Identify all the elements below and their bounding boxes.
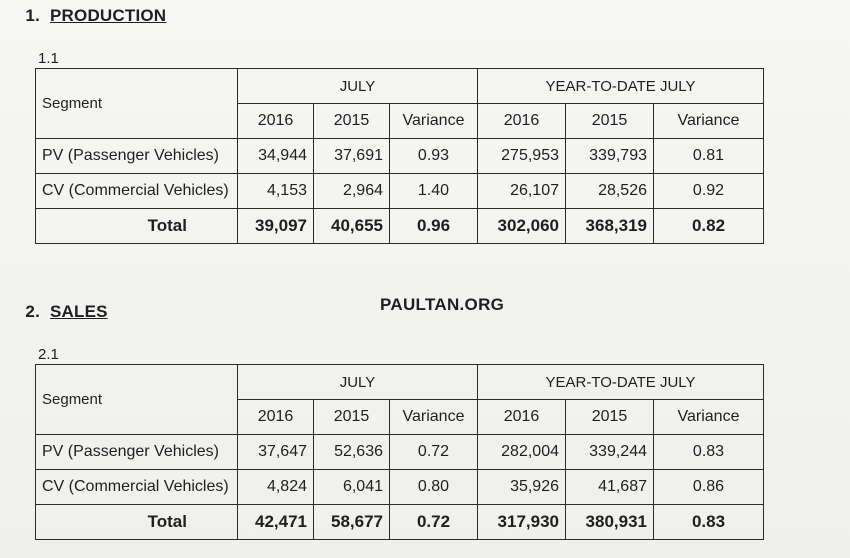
production-ytd-header: YEAR-TO-DATE JULY — [478, 69, 764, 104]
row-label: PV (Passenger Vehicles) — [36, 139, 238, 174]
column-header: 2015 — [314, 104, 390, 139]
production-section-number: 1. — [25, 6, 40, 25]
table-cell: 37,691 — [314, 139, 390, 174]
watermark-text: PAULTAN.ORG — [380, 295, 505, 314]
total-cell: 58,677 — [314, 505, 390, 540]
column-header: 2016 — [238, 104, 314, 139]
table-cell: 0.92 — [654, 174, 764, 209]
total-cell: 42,471 — [238, 505, 314, 540]
column-header: 2015 — [566, 400, 654, 435]
row-label: CV (Commercial Vehicles) — [36, 174, 238, 209]
total-cell: 0.83 — [654, 505, 764, 540]
table-cell: 339,793 — [566, 139, 654, 174]
column-header: 2015 — [314, 400, 390, 435]
table-cell: 4,153 — [238, 174, 314, 209]
table-cell: 26,107 — [478, 174, 566, 209]
table-cell: 0.83 — [654, 435, 764, 470]
sales-section-number: 2. — [25, 302, 40, 321]
table-cell: 282,004 — [478, 435, 566, 470]
table-cell: 0.80 — [390, 470, 478, 505]
table-cell: 41,687 — [566, 470, 654, 505]
sales-heading — [10, 302, 108, 322]
column-header: 2015 — [566, 104, 654, 139]
total-cell: 0.96 — [390, 209, 478, 244]
table-cell: 34,944 — [238, 139, 314, 174]
production-table — [35, 68, 764, 244]
production-heading — [10, 6, 166, 26]
column-header: Variance — [390, 400, 478, 435]
column-header: 2016 — [478, 400, 566, 435]
total-cell: 39,097 — [238, 209, 314, 244]
total-row — [36, 209, 764, 244]
table-row — [36, 435, 764, 470]
production-header-row-groups — [36, 69, 764, 104]
total-label: Total — [36, 209, 238, 244]
total-cell: 0.82 — [654, 209, 764, 244]
table-cell: 2,964 — [314, 174, 390, 209]
table-cell: 0.86 — [654, 470, 764, 505]
table-cell: 275,953 — [478, 139, 566, 174]
production-july-header: JULY — [238, 69, 478, 104]
sales-segment-header: Segment — [36, 365, 238, 435]
column-header: Variance — [654, 400, 764, 435]
total-row — [36, 505, 764, 540]
table-row — [36, 139, 764, 174]
total-cell: 0.72 — [390, 505, 478, 540]
table-cell: 0.72 — [390, 435, 478, 470]
table-cell: 28,526 — [566, 174, 654, 209]
total-cell: 368,319 — [566, 209, 654, 244]
sales-july-header: JULY — [238, 365, 478, 400]
column-header: 2016 — [478, 104, 566, 139]
total-cell: 317,930 — [478, 505, 566, 540]
column-header: Variance — [654, 104, 764, 139]
table-cell: 35,926 — [478, 470, 566, 505]
table-row — [36, 174, 764, 209]
production-segment-header: Segment — [36, 69, 238, 139]
total-cell: 40,655 — [314, 209, 390, 244]
column-header: Variance — [390, 104, 478, 139]
row-label: PV (Passenger Vehicles) — [36, 435, 238, 470]
row-label: CV (Commercial Vehicles) — [36, 470, 238, 505]
production-section-title: PRODUCTION — [50, 6, 167, 25]
sales-header-row-groups — [36, 365, 764, 400]
column-header: 2016 — [238, 400, 314, 435]
sales-subsection-number: 2.1 — [38, 346, 59, 363]
table-cell: 0.93 — [390, 139, 478, 174]
total-label: Total — [36, 505, 238, 540]
table-cell: 6,041 — [314, 470, 390, 505]
table-cell: 52,636 — [314, 435, 390, 470]
total-cell: 302,060 — [478, 209, 566, 244]
total-cell: 380,931 — [566, 505, 654, 540]
table-cell: 0.81 — [654, 139, 764, 174]
table-cell: 1.40 — [390, 174, 478, 209]
sales-ytd-header: YEAR-TO-DATE JULY — [478, 365, 764, 400]
table-cell: 339,244 — [566, 435, 654, 470]
table-row — [36, 470, 764, 505]
sales-section-title: SALES — [50, 302, 108, 321]
table-cell: 4,824 — [238, 470, 314, 505]
sales-table — [35, 364, 764, 540]
production-subsection-number: 1.1 — [38, 50, 59, 67]
table-cell: 37,647 — [238, 435, 314, 470]
